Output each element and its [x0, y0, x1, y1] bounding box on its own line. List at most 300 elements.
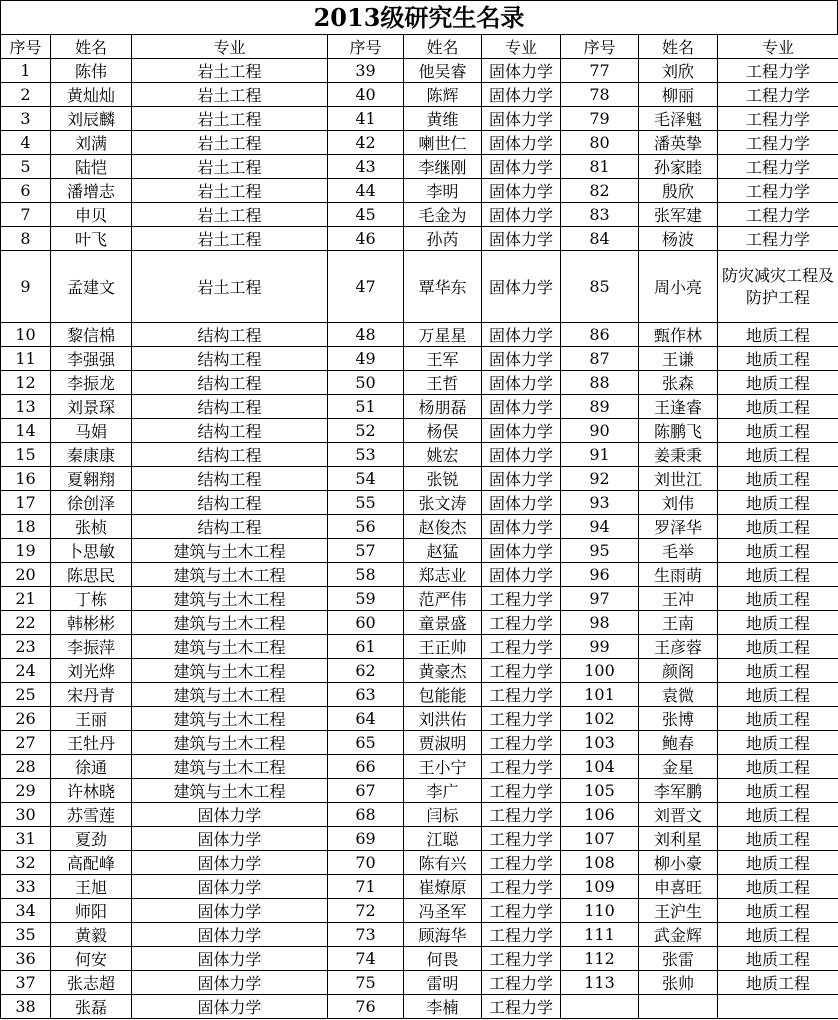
name-cell: 李楠 — [404, 995, 482, 1019]
major-cell: 地质工程 — [718, 755, 838, 779]
index-cell: 30 — [1, 803, 51, 827]
name-cell: 王彦蓉 — [639, 635, 718, 659]
name-cell: 刘辰麟 — [51, 107, 132, 131]
name-cell: 卜思敏 — [51, 539, 132, 563]
major-cell: 地质工程 — [718, 371, 838, 395]
index-cell: 27 — [1, 731, 51, 755]
major-cell: 工程力学 — [482, 923, 561, 947]
major-cell: 防灾减灾工程及防护工程 — [718, 251, 838, 323]
table-header-row — [1, 35, 838, 59]
table-row — [1, 515, 838, 539]
major-cell: 固体力学 — [482, 131, 561, 155]
major-cell: 岩土工程 — [132, 251, 328, 323]
index-cell: 35 — [1, 923, 51, 947]
index-cell: 67 — [328, 779, 404, 803]
major-cell: 固体力学 — [482, 539, 561, 563]
header-major: 专业 — [718, 35, 838, 59]
major-cell: 固体力学 — [132, 803, 328, 827]
index-cell: 57 — [328, 539, 404, 563]
index-cell: 2 — [1, 83, 51, 107]
name-cell: 王小宁 — [404, 755, 482, 779]
major-cell: 建筑与土木工程 — [132, 563, 328, 587]
index-cell: 112 — [561, 947, 639, 971]
major-cell: 固体力学 — [482, 203, 561, 227]
major-cell: 地质工程 — [718, 827, 838, 851]
header-major: 专业 — [132, 35, 328, 59]
major-cell: 固体力学 — [482, 251, 561, 323]
major-cell: 结构工程 — [132, 323, 328, 347]
major-cell: 地质工程 — [718, 347, 838, 371]
major-cell: 岩土工程 — [132, 155, 328, 179]
index-cell: 65 — [328, 731, 404, 755]
name-cell: 刘满 — [51, 131, 132, 155]
major-cell: 固体力学 — [482, 83, 561, 107]
index-cell: 26 — [1, 707, 51, 731]
name-cell: 童景盛 — [404, 611, 482, 635]
index-cell: 63 — [328, 683, 404, 707]
index-cell: 29 — [1, 779, 51, 803]
major-cell: 建筑与土木工程 — [132, 731, 328, 755]
name-cell: 冯圣军 — [404, 899, 482, 923]
header-index: 序号 — [561, 35, 639, 59]
major-cell: 工程力学 — [718, 59, 838, 83]
name-cell: 毛金为 — [404, 203, 482, 227]
index-cell: 11 — [1, 347, 51, 371]
major-cell: 建筑与土木工程 — [132, 707, 328, 731]
major-cell: 工程力学 — [718, 179, 838, 203]
major-cell: 固体力学 — [482, 515, 561, 539]
table-row — [1, 755, 838, 779]
name-cell: 杨波 — [639, 227, 718, 251]
table-row — [1, 923, 838, 947]
major-cell: 地质工程 — [718, 443, 838, 467]
name-cell: 覃华东 — [404, 251, 482, 323]
index-cell: 77 — [561, 59, 639, 83]
name-cell: 陈辉 — [404, 83, 482, 107]
major-cell: 岩土工程 — [132, 179, 328, 203]
table-row — [1, 179, 838, 203]
major-cell: 地质工程 — [718, 395, 838, 419]
major-cell: 地质工程 — [718, 899, 838, 923]
name-cell: 刘世江 — [639, 467, 718, 491]
index-cell: 102 — [561, 707, 639, 731]
index-cell: 31 — [1, 827, 51, 851]
name-cell: 毛泽魁 — [639, 107, 718, 131]
index-cell: 104 — [561, 755, 639, 779]
major-cell: 岩土工程 — [132, 203, 328, 227]
name-cell: 李军鹏 — [639, 779, 718, 803]
major-cell: 地质工程 — [718, 515, 838, 539]
major-cell: 固体力学 — [482, 419, 561, 443]
index-cell: 33 — [1, 875, 51, 899]
index-cell: 48 — [328, 323, 404, 347]
name-cell: 周小亮 — [639, 251, 718, 323]
name-cell: 柳小豪 — [639, 851, 718, 875]
name-cell: 李振萍 — [51, 635, 132, 659]
table-row — [1, 875, 838, 899]
index-cell: 86 — [561, 323, 639, 347]
index-cell: 49 — [328, 347, 404, 371]
index-cell: 50 — [328, 371, 404, 395]
index-cell: 3 — [1, 107, 51, 131]
name-cell: 赵猛 — [404, 539, 482, 563]
index-cell: 17 — [1, 491, 51, 515]
name-cell: 张博 — [639, 707, 718, 731]
major-cell: 地质工程 — [718, 563, 838, 587]
index-cell: 56 — [328, 515, 404, 539]
index-cell: 87 — [561, 347, 639, 371]
major-cell: 结构工程 — [132, 443, 328, 467]
table-row — [1, 155, 838, 179]
major-cell: 岩土工程 — [132, 227, 328, 251]
header-name: 姓名 — [639, 35, 718, 59]
table-row — [1, 395, 838, 419]
index-cell: 101 — [561, 683, 639, 707]
index-cell: 54 — [328, 467, 404, 491]
name-cell: 刘利星 — [639, 827, 718, 851]
index-cell: 100 — [561, 659, 639, 683]
major-cell: 结构工程 — [132, 467, 328, 491]
table-row — [1, 443, 838, 467]
index-cell — [561, 995, 639, 1019]
major-cell: 结构工程 — [132, 515, 328, 539]
name-cell: 贾淑明 — [404, 731, 482, 755]
table-row — [1, 827, 838, 851]
header-index: 序号 — [328, 35, 404, 59]
index-cell: 36 — [1, 947, 51, 971]
major-cell: 固体力学 — [482, 467, 561, 491]
table-row — [1, 683, 838, 707]
name-cell: 王牡丹 — [51, 731, 132, 755]
name-cell: 陈鹏飞 — [639, 419, 718, 443]
index-cell: 45 — [328, 203, 404, 227]
index-cell: 15 — [1, 443, 51, 467]
name-cell: 孙芮 — [404, 227, 482, 251]
index-cell: 9 — [1, 251, 51, 323]
index-cell: 75 — [328, 971, 404, 995]
major-cell: 固体力学 — [482, 59, 561, 83]
header-major: 专业 — [482, 35, 561, 59]
major-cell: 固体力学 — [132, 971, 328, 995]
name-cell: 郑志业 — [404, 563, 482, 587]
major-cell: 工程力学 — [482, 659, 561, 683]
name-cell: 陆恺 — [51, 155, 132, 179]
name-cell: 江聪 — [404, 827, 482, 851]
name-cell: 夏劲 — [51, 827, 132, 851]
major-cell: 地质工程 — [718, 947, 838, 971]
header-name: 姓名 — [404, 35, 482, 59]
name-cell: 张志超 — [51, 971, 132, 995]
index-cell: 66 — [328, 755, 404, 779]
major-cell: 岩土工程 — [132, 131, 328, 155]
major-cell: 工程力学 — [482, 731, 561, 755]
name-cell: 罗泽华 — [639, 515, 718, 539]
name-cell: 毛举 — [639, 539, 718, 563]
name-cell: 包能能 — [404, 683, 482, 707]
index-cell: 32 — [1, 851, 51, 875]
major-cell: 结构工程 — [132, 347, 328, 371]
name-cell: 王冲 — [639, 587, 718, 611]
index-cell: 76 — [328, 995, 404, 1019]
name-cell: 王谦 — [639, 347, 718, 371]
name-cell: 陈思民 — [51, 563, 132, 587]
index-cell: 22 — [1, 611, 51, 635]
name-cell: 申喜旺 — [639, 875, 718, 899]
major-cell: 工程力学 — [482, 851, 561, 875]
name-cell: 赵俊杰 — [404, 515, 482, 539]
table-row — [1, 707, 838, 731]
table-row — [1, 491, 838, 515]
major-cell: 固体力学 — [132, 923, 328, 947]
index-cell: 70 — [328, 851, 404, 875]
major-cell: 工程力学 — [482, 683, 561, 707]
major-cell: 工程力学 — [482, 635, 561, 659]
index-cell: 53 — [328, 443, 404, 467]
index-cell: 85 — [561, 251, 639, 323]
major-cell: 固体力学 — [132, 827, 328, 851]
major-cell: 固体力学 — [482, 227, 561, 251]
name-cell: 顾海华 — [404, 923, 482, 947]
name-cell: 袁微 — [639, 683, 718, 707]
major-cell: 地质工程 — [718, 659, 838, 683]
name-cell: 徐创泽 — [51, 491, 132, 515]
major-cell: 工程力学 — [482, 947, 561, 971]
index-cell: 96 — [561, 563, 639, 587]
index-cell: 24 — [1, 659, 51, 683]
major-cell: 工程力学 — [718, 227, 838, 251]
name-cell: 张雷 — [639, 947, 718, 971]
name-cell: 刘洪佑 — [404, 707, 482, 731]
major-cell: 地质工程 — [718, 731, 838, 755]
name-cell: 黎信棉 — [51, 323, 132, 347]
name-cell: 孟建文 — [51, 251, 132, 323]
index-cell: 51 — [328, 395, 404, 419]
major-cell: 地质工程 — [718, 803, 838, 827]
name-cell: 王哲 — [404, 371, 482, 395]
index-cell: 13 — [1, 395, 51, 419]
major-cell: 工程力学 — [482, 971, 561, 995]
index-cell: 105 — [561, 779, 639, 803]
major-cell: 固体力学 — [482, 443, 561, 467]
header-index: 序号 — [1, 35, 51, 59]
index-cell: 41 — [328, 107, 404, 131]
index-cell: 92 — [561, 467, 639, 491]
index-cell: 99 — [561, 635, 639, 659]
table-row — [1, 59, 838, 83]
major-cell: 固体力学 — [132, 899, 328, 923]
major-cell: 地质工程 — [718, 851, 838, 875]
major-cell: 地质工程 — [718, 707, 838, 731]
major-cell: 建筑与土木工程 — [132, 635, 328, 659]
table-row — [1, 539, 838, 563]
table-row — [1, 419, 838, 443]
name-cell: 李广 — [404, 779, 482, 803]
table-row — [1, 995, 838, 1019]
major-cell: 固体力学 — [482, 563, 561, 587]
index-cell: 14 — [1, 419, 51, 443]
name-cell: 范严伟 — [404, 587, 482, 611]
index-cell: 108 — [561, 851, 639, 875]
index-cell: 55 — [328, 491, 404, 515]
major-cell: 地质工程 — [718, 587, 838, 611]
major-cell: 工程力学 — [482, 611, 561, 635]
index-cell: 80 — [561, 131, 639, 155]
name-cell: 姚宏 — [404, 443, 482, 467]
page-title: 2013级研究生名录 — [0, 0, 838, 34]
index-cell: 64 — [328, 707, 404, 731]
name-cell: 张军建 — [639, 203, 718, 227]
major-cell: 工程力学 — [482, 875, 561, 899]
index-cell: 19 — [1, 539, 51, 563]
name-cell: 李强强 — [51, 347, 132, 371]
index-cell: 89 — [561, 395, 639, 419]
index-cell: 83 — [561, 203, 639, 227]
major-cell: 固体力学 — [482, 395, 561, 419]
index-cell: 37 — [1, 971, 51, 995]
index-cell: 5 — [1, 155, 51, 179]
name-cell: 甄作林 — [639, 323, 718, 347]
table-row — [1, 371, 838, 395]
name-cell: 黄豪杰 — [404, 659, 482, 683]
major-cell: 工程力学 — [718, 155, 838, 179]
index-cell: 68 — [328, 803, 404, 827]
name-cell: 申贝 — [51, 203, 132, 227]
index-cell: 10 — [1, 323, 51, 347]
major-cell: 岩土工程 — [132, 107, 328, 131]
major-cell: 工程力学 — [718, 107, 838, 131]
name-cell — [639, 995, 718, 1019]
index-cell: 16 — [1, 467, 51, 491]
name-cell: 马娟 — [51, 419, 132, 443]
index-cell: 97 — [561, 587, 639, 611]
table-row — [1, 803, 838, 827]
major-cell: 工程力学 — [718, 131, 838, 155]
index-cell: 71 — [328, 875, 404, 899]
index-cell: 69 — [328, 827, 404, 851]
index-cell: 72 — [328, 899, 404, 923]
index-cell: 46 — [328, 227, 404, 251]
name-cell: 王军 — [404, 347, 482, 371]
major-cell: 建筑与土木工程 — [132, 659, 328, 683]
name-cell: 高配峰 — [51, 851, 132, 875]
name-cell: 张帅 — [639, 971, 718, 995]
index-cell: 6 — [1, 179, 51, 203]
table-row — [1, 251, 838, 323]
index-cell: 109 — [561, 875, 639, 899]
name-cell: 师阳 — [51, 899, 132, 923]
major-cell: 工程力学 — [718, 203, 838, 227]
major-cell: 工程力学 — [482, 707, 561, 731]
major-cell: 固体力学 — [482, 347, 561, 371]
name-cell: 何安 — [51, 947, 132, 971]
index-cell: 111 — [561, 923, 639, 947]
table-row — [1, 851, 838, 875]
name-cell: 张锐 — [404, 467, 482, 491]
name-cell: 李振龙 — [51, 371, 132, 395]
major-cell: 岩土工程 — [132, 83, 328, 107]
major-cell: 地质工程 — [718, 923, 838, 947]
major-cell: 建筑与土木工程 — [132, 587, 328, 611]
major-cell: 岩土工程 — [132, 59, 328, 83]
index-cell: 52 — [328, 419, 404, 443]
name-cell: 王南 — [639, 611, 718, 635]
index-cell: 1 — [1, 59, 51, 83]
name-cell: 王旭 — [51, 875, 132, 899]
index-cell: 113 — [561, 971, 639, 995]
name-cell: 潘英挚 — [639, 131, 718, 155]
table-row — [1, 467, 838, 491]
name-cell: 陈伟 — [51, 59, 132, 83]
major-cell: 工程力学 — [482, 587, 561, 611]
table-row — [1, 659, 838, 683]
index-cell: 78 — [561, 83, 639, 107]
name-cell: 潘增志 — [51, 179, 132, 203]
major-cell: 固体力学 — [132, 851, 328, 875]
name-cell: 秦康康 — [51, 443, 132, 467]
major-cell: 固体力学 — [482, 107, 561, 131]
table-row — [1, 635, 838, 659]
index-cell: 107 — [561, 827, 639, 851]
index-cell: 106 — [561, 803, 639, 827]
index-cell: 103 — [561, 731, 639, 755]
name-cell: 张桢 — [51, 515, 132, 539]
major-cell: 地质工程 — [718, 611, 838, 635]
major-cell: 工程力学 — [482, 779, 561, 803]
index-cell: 60 — [328, 611, 404, 635]
table-row — [1, 587, 838, 611]
table-row — [1, 107, 838, 131]
major-cell: 工程力学 — [482, 995, 561, 1019]
name-cell: 苏雪莲 — [51, 803, 132, 827]
index-cell: 34 — [1, 899, 51, 923]
major-cell: 固体力学 — [482, 179, 561, 203]
name-cell: 王沪生 — [639, 899, 718, 923]
major-cell: 建筑与土木工程 — [132, 683, 328, 707]
name-cell: 万星星 — [404, 323, 482, 347]
index-cell: 40 — [328, 83, 404, 107]
index-cell: 4 — [1, 131, 51, 155]
index-cell: 18 — [1, 515, 51, 539]
name-cell: 陈有兴 — [404, 851, 482, 875]
name-cell: 刘伟 — [639, 491, 718, 515]
index-cell: 8 — [1, 227, 51, 251]
major-cell: 固体力学 — [482, 155, 561, 179]
major-cell: 地质工程 — [718, 683, 838, 707]
name-cell: 金星 — [639, 755, 718, 779]
table-row — [1, 971, 838, 995]
major-cell: 建筑与土木工程 — [132, 755, 328, 779]
major-cell: 建筑与土木工程 — [132, 611, 328, 635]
name-cell: 许林晓 — [51, 779, 132, 803]
name-cell: 颜阁 — [639, 659, 718, 683]
name-cell: 杨朋磊 — [404, 395, 482, 419]
name-cell: 柳丽 — [639, 83, 718, 107]
table-row — [1, 131, 838, 155]
roster-body — [1, 59, 838, 1019]
major-cell: 结构工程 — [132, 395, 328, 419]
index-cell: 61 — [328, 635, 404, 659]
name-cell: 杨俣 — [404, 419, 482, 443]
table-row — [1, 731, 838, 755]
index-cell: 42 — [328, 131, 404, 155]
index-cell: 79 — [561, 107, 639, 131]
index-cell: 58 — [328, 563, 404, 587]
name-cell: 张森 — [639, 371, 718, 395]
index-cell: 95 — [561, 539, 639, 563]
index-cell: 82 — [561, 179, 639, 203]
index-cell: 73 — [328, 923, 404, 947]
table-row — [1, 83, 838, 107]
